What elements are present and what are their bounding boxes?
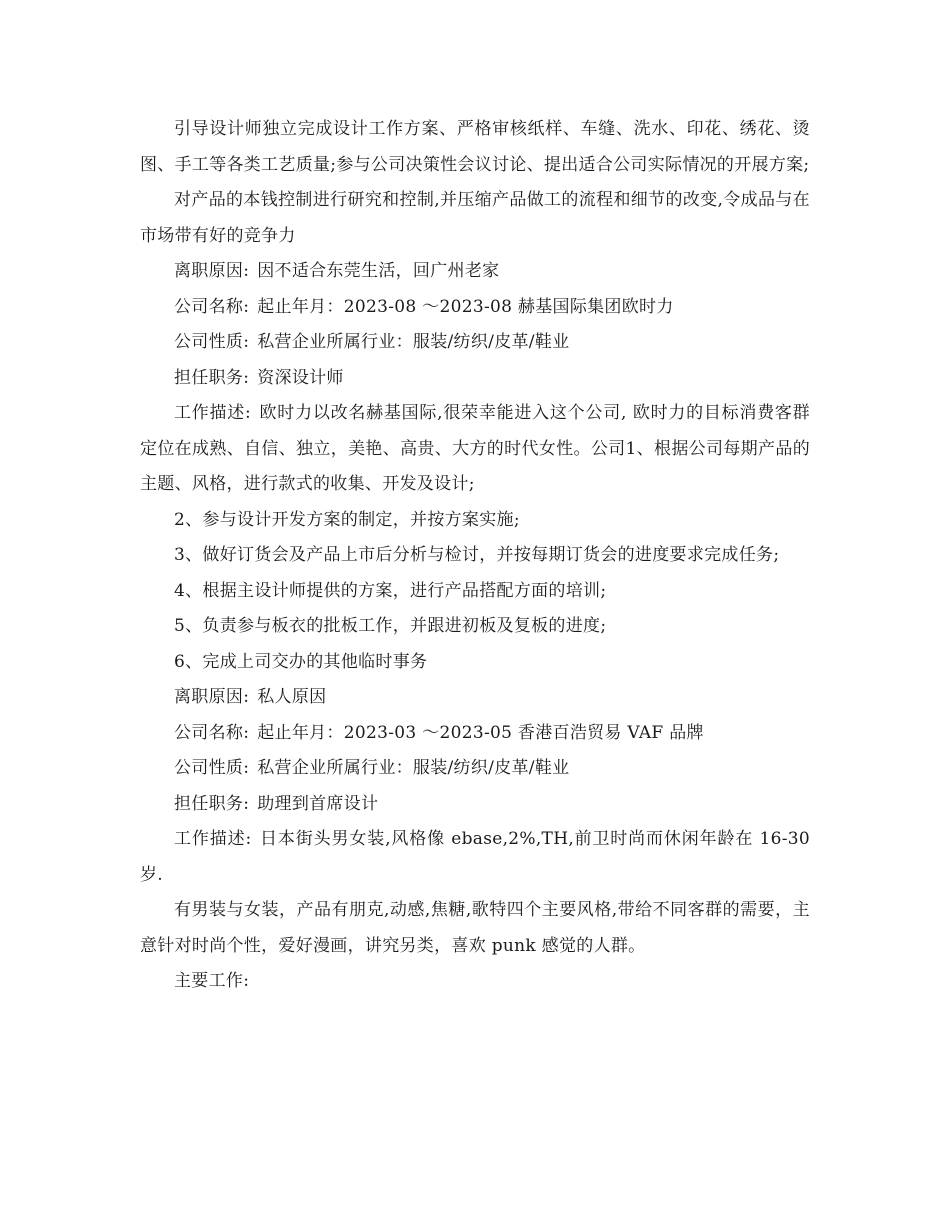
job1-nature: [140, 325, 810, 361]
field-label: 公司性质:: [174, 332, 250, 352]
job1-duty-4: 4、根据主设计师提供的方案，进行产品搭配方面的培训;: [174, 580, 607, 601]
job1-duty-2: 2、参与设计开发方案的制定，并按方案实施;: [174, 509, 520, 530]
field-label: 离职原因:: [174, 261, 250, 281]
job1-duty-6: 6、完成上司交办的其他临时事务: [174, 651, 428, 672]
field-label: 工作描述:: [174, 403, 252, 423]
job1-leave-reason: [140, 254, 810, 290]
field-value: 私人原因: [257, 687, 327, 707]
field-label: 公司性质:: [174, 758, 250, 778]
field-label: 公司名称:: [174, 296, 250, 317]
field-value: 日本街头男女装,风格像 ebase,2%,TH,前卫时尚而休闲年龄在 16-30 岁.: [140, 829, 810, 885]
job1-duty-3: 3、做好订货会及产品上市后分析与检讨，并按每期订货会的进度要求完成任务;: [174, 545, 780, 565]
field-label: 公司名称:: [174, 722, 250, 743]
field-value: 资深设计师: [257, 367, 344, 388]
paragraph-cost-control: 对产品的本钱控制进行研究和控制,并压缩产品做工的流程和细节的改变,令成品与在市场带有好的竞争力: [140, 190, 810, 246]
field-value: 助理到首席设计: [257, 793, 379, 814]
job2-style-note: 有男装与女装，产品有朋克,动感,焦糖,歌特四个主要风格,带给不同客群的需要，主意针对时尚个性，爱好漫画，讲究另类，喜欢 punk 感觉的人群。: [140, 900, 810, 956]
field-value: 私营企业所属行业：服装/纺织/皮革/鞋业: [257, 758, 570, 778]
field-value: 私营企业所属行业：服装/纺织/皮革/鞋业: [257, 332, 570, 352]
job1-description: [140, 396, 810, 503]
field-value: 因不适合东莞生活，回广州老家: [257, 261, 500, 281]
field-label: 离职原因:: [174, 687, 250, 707]
field-value: 起止年月：2023-03 ～2023-05 香港百浩贸易 VAF 品牌: [257, 722, 704, 743]
job2-leave-reason: [140, 680, 810, 716]
job1-duty-5: 5、负责参与板衣的批板工作，并跟进初板及复板的进度;: [174, 616, 607, 636]
paragraph-design-guidance: 引导设计师独立完成设计工作方案、严格审核纸样、车缝、洗水、印花、绣花、烫图、手工等各类工艺质量;参与公司决策性会议讨论、提出适合公司实际情况的开展方案;: [140, 119, 810, 175]
job1-position: [140, 361, 810, 397]
job2-description: [140, 822, 810, 893]
job2-main-work-heading: 主要工作:: [174, 971, 250, 991]
field-label: 工作描述:: [174, 829, 252, 849]
job1-company: [140, 290, 810, 326]
field-value: 欧时力以改名赫基国际,很荣幸能进入这个公司, 欧时力的目标消费客群定位在成熟、自信、独立，美艳、高贵、大方的时代女性。公司1、根据公司每期产品的主题、风格，进行款式的收集、开发及设计;: [140, 403, 810, 494]
job2-company: [140, 716, 810, 752]
job2-position: [140, 787, 810, 823]
field-value: 起止年月：2023-08 ～2023-08 赫基国际集团欧时力: [257, 296, 674, 317]
field-label: 担任职务:: [174, 793, 250, 814]
job2-nature: [140, 751, 810, 787]
field-label: 担任职务:: [174, 367, 250, 388]
